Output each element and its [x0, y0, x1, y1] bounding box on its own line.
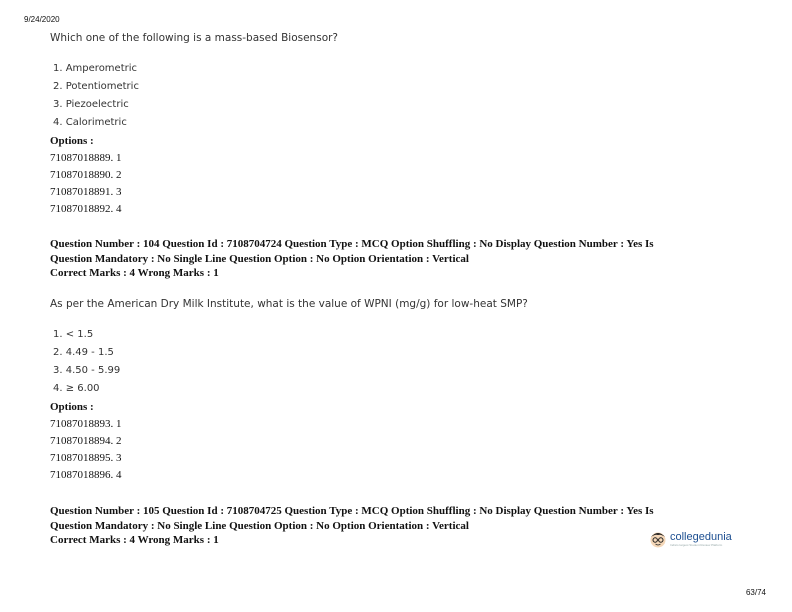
option-code: 71087018890. 2	[50, 169, 122, 181]
question-103-text: Which one of the following is a mass-based Biosensor?	[50, 32, 339, 44]
meta-line: Question Mandatory : No Single Line Question Option : No Option Orientation : Vertical	[50, 252, 469, 265]
mascot-icon	[648, 529, 668, 549]
choice-item: 4. ≥ 6.00	[53, 383, 100, 394]
question-104-text: As per the American Dry Milk Institute, what is the value of WPNI (mg/g) for low-heat SMP?	[50, 298, 528, 310]
page-number: 63/74	[745, 588, 766, 597]
choice-item: 2. Potentiometric	[53, 81, 139, 92]
option-code: 71087018894. 2	[50, 435, 122, 447]
question-104-meta	[50, 237, 740, 281]
collegedunia-logo	[648, 529, 732, 549]
choice-item: 4. Calorimetric	[53, 117, 127, 128]
choice-item: 1. Amperometric	[53, 63, 138, 74]
question-105-meta	[50, 504, 740, 548]
options-label: Options :	[50, 135, 94, 147]
option-code: 71087018895. 3	[50, 452, 122, 464]
option-code: 71087018889. 1	[50, 152, 122, 164]
option-code: 71087018896. 4	[50, 469, 122, 481]
options-label: Options :	[50, 401, 94, 413]
question-103-choices	[53, 60, 139, 132]
option-code: 71087018891. 3	[50, 186, 122, 198]
logo-tagline: India's largest Student Review Platform	[670, 542, 723, 547]
choice-item: 1. < 1.5	[53, 329, 94, 340]
meta-line: Correct Marks : 4 Wrong Marks : 1	[50, 534, 219, 546]
option-code: 71087018893. 1	[50, 418, 122, 430]
meta-line: Question Number : 104 Question Id : 7108704724 Question Type : MCQ Option Shuffling : No Display Question Number : Yes Is	[50, 238, 654, 250]
question-104-choices	[53, 326, 120, 398]
option-code: 71087018892. 4	[50, 203, 122, 215]
option-code-list	[50, 416, 122, 484]
choice-item: 3. 4.50 - 5.99	[53, 365, 121, 376]
option-code-list	[50, 150, 122, 218]
meta-line: Question Mandatory : No Single Line Question Option : No Option Orientation : Vertical	[50, 519, 469, 532]
choice-item: 2. 4.49 - 1.5	[53, 347, 114, 358]
meta-line: Correct Marks : 4 Wrong Marks : 1	[50, 267, 219, 279]
print-date: 9/24/2020	[24, 15, 60, 24]
meta-line: Question Number : 105 Question Id : 7108704725 Question Type : MCQ Option Shuffling : No Display Question Number : Yes Is	[50, 505, 654, 517]
logo-name: collegedunia	[670, 530, 732, 543]
choice-item: 3. Piezoelectric	[53, 99, 129, 110]
